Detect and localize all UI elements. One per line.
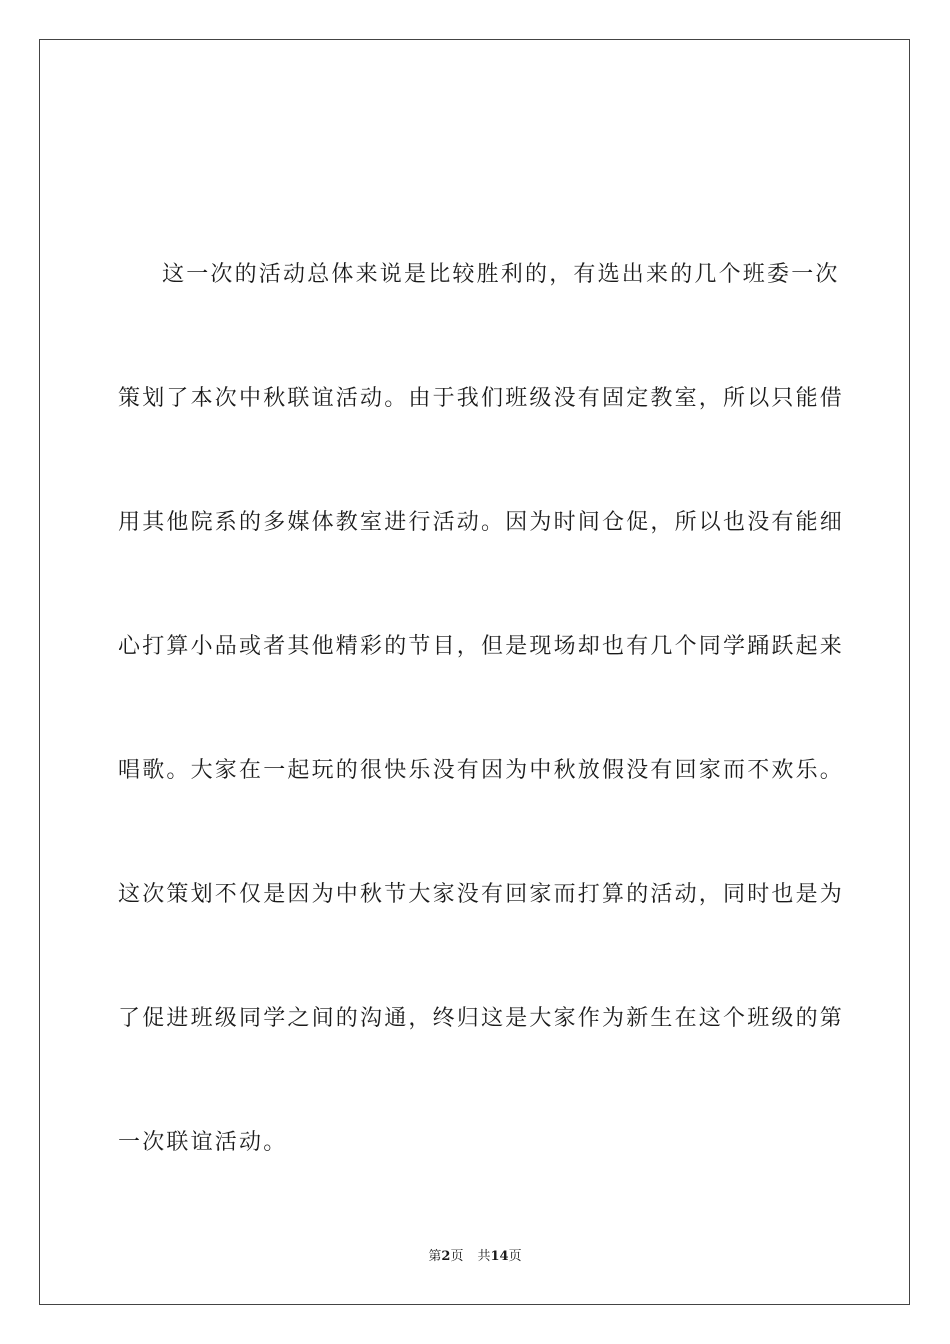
current-page-number: 2: [441, 1249, 451, 1264]
page-footer: [0, 1249, 950, 1265]
total-suffix: 页: [508, 1249, 522, 1264]
total-prefix: 共: [477, 1249, 491, 1264]
page-prefix: 第: [428, 1249, 442, 1264]
page-border: [39, 39, 910, 1305]
paragraph-line-2: 策划了本次中秋联谊活动。由于我们班级没有固定教室，所以只能借: [118, 386, 845, 411]
paragraph-line-6: 这次策划不仅是因为中秋节大家没有回家而打算的活动，同时也是为: [118, 882, 845, 907]
paragraph-line-7: 了促进班级同学之间的沟通，终归这是大家作为新生在这个班级的第: [118, 1006, 845, 1031]
paragraph-line-8: 一次联谊活动。: [118, 1130, 288, 1155]
paragraph-line-5: 唱歌。大家在一起玩的很快乐没有因为中秋放假没有回家而不欢乐。: [118, 758, 845, 783]
page-suffix: 页: [450, 1249, 464, 1264]
total-page-count: 14: [490, 1249, 509, 1264]
paragraph-line-3: 用其他院系的多媒体教室进行活动。因为时间仓促，所以也没有能细: [118, 510, 845, 535]
paragraph-line-1: 这一次的活动总体来说是比较胜利的，有选出来的几个班委一次: [162, 262, 840, 287]
paragraph-line-4: 心打算小品或者其他精彩的节目，但是现场却也有几个同学踊跃起来: [118, 634, 845, 659]
